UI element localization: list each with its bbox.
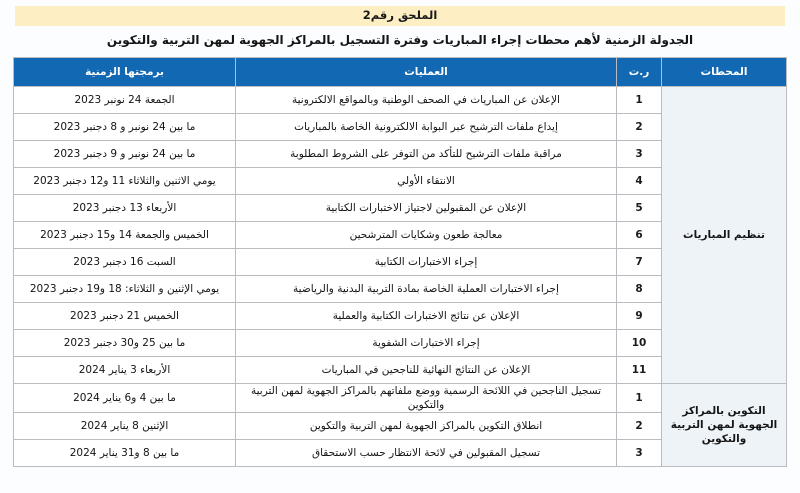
operation-cell: معالجة طعون وشكايات المترشحين <box>236 222 617 249</box>
row-number-cell: 9 <box>617 303 662 330</box>
schedule-date-cell: الخميس والجمعة 14 و15 دجنبر 2023 <box>14 222 236 249</box>
schedule-date-cell: ما بين 24 نونبر و 8 دجنبر 2023 <box>14 114 236 141</box>
schedule-date-cell: الأربعاء 3 يناير 2024 <box>14 357 236 384</box>
schedule-date-cell: ما بين 8 و31 يناير 2024 <box>14 440 236 467</box>
row-number-cell: 3 <box>617 141 662 168</box>
row-number-cell: 4 <box>617 168 662 195</box>
row-number-cell: 2 <box>617 114 662 141</box>
row-number-cell: 1 <box>617 384 662 413</box>
table-header-row <box>14 58 787 87</box>
document-title: الملحق رقم2 <box>362 8 438 23</box>
title-band <box>15 6 785 26</box>
row-number-cell: 6 <box>617 222 662 249</box>
schedule-date-cell: الجمعة 24 نونبر 2023 <box>14 87 236 114</box>
schedule-date-cell: الإثنين 8 يناير 2024 <box>14 413 236 440</box>
station-group-cell: تنظيم المباريات <box>662 87 787 384</box>
operation-cell: مراقبة ملفات الترشيح للتأكد من التوفر على الشروط المطلوبة <box>236 141 617 168</box>
document-subtitle: الجدولة الزمنية لأهم محطات إجراء المباريات وفترة التسجيل بالمراكز الجهوية لمهن التربية والتكوين <box>106 32 694 47</box>
schedule-date-cell: ما بين 4 و6 يناير 2024 <box>14 384 236 413</box>
subtitle-block <box>15 30 785 50</box>
schedule-date-cell: الأربعاء 13 دجنبر 2023 <box>14 195 236 222</box>
schedule-date-cell: الخميس 21 دجنبر 2023 <box>14 303 236 330</box>
row-number-cell: 7 <box>617 249 662 276</box>
operation-cell: الإعلان عن نتائج الاختبارات الكتابية والعملية <box>236 303 617 330</box>
operation-cell: إجراء الاختبارات الشفوية <box>236 330 617 357</box>
row-number-cell: 1 <box>617 87 662 114</box>
operation-cell: الإعلان عن المباريات في الصحف الوطنية وبالمواقع الالكترونية <box>236 87 617 114</box>
column-header-operations: العمليات <box>236 58 617 87</box>
station-group-cell: التكوين بالمراكز الجهوية لمهن التربية والتكوين <box>662 384 787 467</box>
table-head <box>14 58 787 87</box>
operation-cell: إجراء الاختبارات العملية الخاصة بمادة التربية البدنية والرياضية <box>236 276 617 303</box>
schedule-date-cell: يومي الإثنين و الثلاثاء: 18 و19 دجنبر 2023 <box>14 276 236 303</box>
row-number-cell: 3 <box>617 440 662 467</box>
schedule-date-cell: السبت 16 دجنبر 2023 <box>14 249 236 276</box>
table-body <box>14 87 787 467</box>
operation-cell: الإعلان عن المقبولين لاجتياز الاختبارات الكتابية <box>236 195 617 222</box>
row-number-cell: 10 <box>617 330 662 357</box>
table-row <box>14 384 787 413</box>
column-header-number: ر.ت <box>617 58 662 87</box>
operation-cell: إجراء الاختبارات الكتابية <box>236 249 617 276</box>
column-header-schedule: برمجتها الزمنية <box>14 58 236 87</box>
schedule-table <box>13 57 787 467</box>
table-row <box>14 87 787 114</box>
operation-cell: الانتقاء الأولي <box>236 168 617 195</box>
schedule-date-cell: ما بين 24 نونبر و 9 دجنبر 2023 <box>14 141 236 168</box>
row-number-cell: 2 <box>617 413 662 440</box>
operation-cell: إيداع ملفات الترشيح عبر البوابة الالكترونية الخاصة بالمباريات <box>236 114 617 141</box>
schedule-date-cell: يومي الاثنين والثلاثاء 11 و12 دجنبر 2023 <box>14 168 236 195</box>
column-header-stations: المحطات <box>662 58 787 87</box>
schedule-table-container <box>13 57 787 467</box>
operation-cell: انطلاق التكوين بالمراكز الجهوية لمهن التربية والتكوين <box>236 413 617 440</box>
row-number-cell: 5 <box>617 195 662 222</box>
operation-cell: تسجيل الناجحين في اللائحة الرسمية ووضع ملفاتهم بالمراكز الجهوية لمهن التربية والتكوين <box>236 384 617 413</box>
row-number-cell: 8 <box>617 276 662 303</box>
operation-cell: تسجيل المقبولين في لائحة الانتظار حسب الاستحقاق <box>236 440 617 467</box>
row-number-cell: 11 <box>617 357 662 384</box>
operation-cell: الإعلان عن النتائج النهائية للناجحين في المباريات <box>236 357 617 384</box>
schedule-date-cell: ما بين 25 و30 دجنبر 2023 <box>14 330 236 357</box>
